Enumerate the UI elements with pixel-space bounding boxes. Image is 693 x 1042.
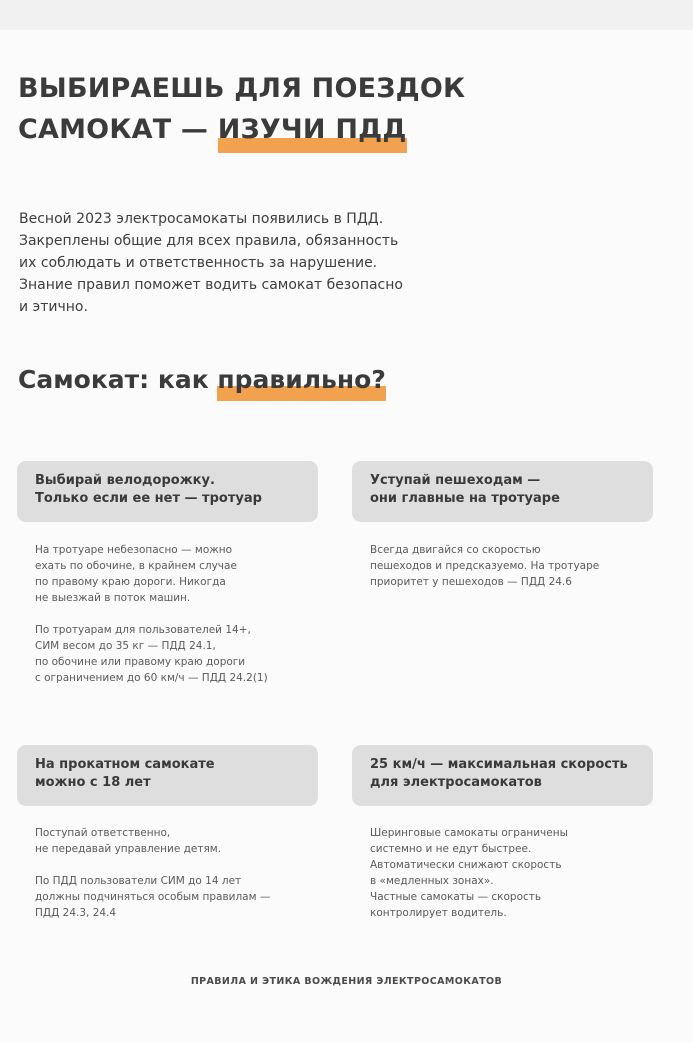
card-bike-lane-heading: [17, 461, 318, 522]
card-heading-line: можно с 18 лет: [35, 775, 151, 790]
card-body-line: На тротуаре небезопасно — можно: [35, 544, 232, 556]
card-heading-line: Выбирай велодорожку.: [35, 473, 215, 488]
card-body-line: приоритет у пешеходов — ПДД 24.6: [370, 576, 572, 588]
card-body-line: по правому краю дороги. Никогда: [35, 576, 226, 588]
intro-line: Весной 2023 электросамокаты появились в ПДД.: [19, 211, 384, 227]
card-body-line: Автоматически снижают скорость: [370, 859, 562, 871]
page-title-highlight: ИЗУЧИ ПДД: [218, 109, 407, 150]
intro-line: Закреплены общие для всех правила, обязанность: [19, 233, 399, 249]
card-body-line: системно и не едут быстрее.: [370, 843, 532, 855]
intro-paragraph: [19, 208, 489, 318]
intro-line: их соблюдать и ответственность за нарушение.: [19, 255, 378, 271]
card-max-speed-heading: [352, 745, 653, 806]
page-title-line2: [18, 109, 465, 150]
card-rental-age-heading: [17, 745, 318, 806]
card-body-line: СИМ весом до 35 кг — ПДД 24.1,: [35, 640, 216, 652]
card-pedestrians-body: [370, 542, 670, 590]
section-title: [18, 362, 386, 398]
card-body-line: По ПДД пользователи СИМ до 14 лет: [35, 875, 242, 887]
card-body-line: с ограничением до 60 км/ч — ПДД 24.2(1): [35, 672, 268, 684]
card-body-line: ехать по обочине, в крайнем случае: [35, 560, 237, 572]
card-max-speed-body: [370, 825, 670, 921]
intro-line: Знание правил поможет водить самокат безопасно: [19, 277, 403, 293]
card-body-line: Всегда двигайся со скоростью: [370, 544, 541, 556]
card-body-line: Шеринговые самокаты ограничены: [370, 827, 568, 839]
card-body-line: ПДД 24.3, 24.4: [35, 907, 117, 919]
card-heading-line: На прокатном самокате: [35, 757, 215, 772]
card-body-line: не передавай управление детям.: [35, 843, 222, 855]
card-pedestrians-heading: [352, 461, 653, 522]
card-body-line: По тротуарам для пользователей 14+,: [35, 624, 251, 636]
section-title-highlight: правильно?: [217, 362, 385, 398]
card-body-line: должны подчиняться особым правилам —: [35, 891, 271, 903]
card-heading-line: 25 км/ч — максимальная скорость: [370, 757, 628, 772]
card-body-line: Поступай ответственно,: [35, 827, 171, 839]
card-bike-lane-body: [35, 542, 335, 686]
page-title: [18, 68, 465, 150]
browser-top-bar: [0, 0, 693, 31]
page-title-line1: ВЫБИРАЕШЬ ДЛЯ ПОЕЗДОК: [18, 73, 466, 104]
card-rental-age-body: [35, 825, 335, 921]
card-heading-line: для электросамокатов: [370, 775, 542, 790]
page-footer: ПРАВИЛА И ЭТИКА ВОЖДЕНИЯ ЭЛЕКТРОСАМОКАТОВ: [190, 976, 503, 987]
section-title-plain: Самокат: как: [18, 365, 218, 394]
card-body-line: по обочине или правому краю дороги: [35, 656, 246, 668]
card-heading-line: они главные на тротуаре: [370, 491, 560, 506]
intro-line: и этично.: [19, 299, 88, 315]
card-heading-line: Уступай пешеходам —: [370, 473, 541, 488]
card-body-line: пешеходов и предсказуемо. На тротуаре: [370, 560, 600, 572]
card-body-line: Частные самокаты — скорость: [370, 891, 542, 903]
card-body-line: в «медленных зонах».: [370, 875, 494, 887]
card-heading-line: Только если ее нет — тротуар: [35, 491, 262, 506]
card-body-line: контролирует водитель.: [370, 907, 507, 919]
page-title-line2-plain: САМОКАТ —: [18, 114, 218, 145]
card-body-line: не выезжай в поток машин.: [35, 592, 191, 604]
